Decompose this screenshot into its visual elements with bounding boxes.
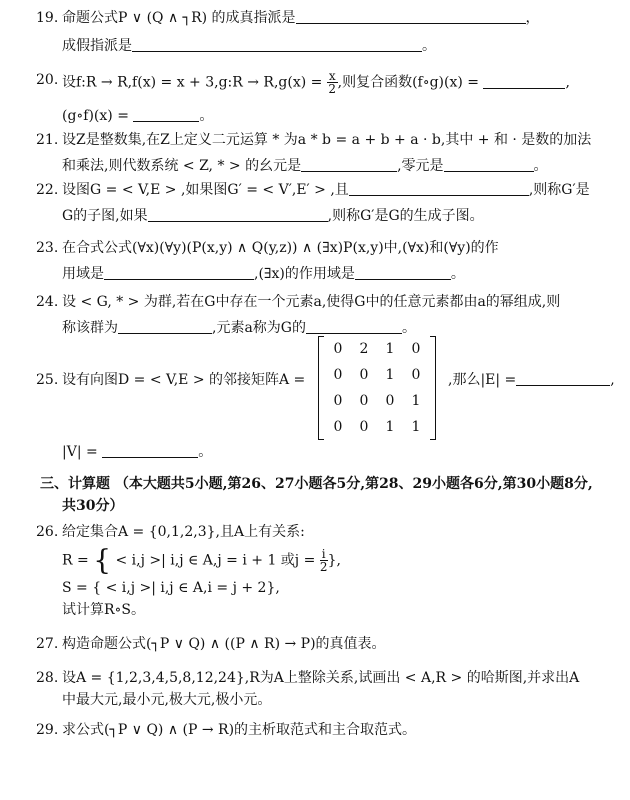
q19-blank1[interactable]: [296, 9, 526, 24]
q20-fraction: $\frac{x}{2}$: [328, 69, 337, 96]
q21-number: 21.: [36, 132, 59, 148]
q26-relation-s: S = { < i,j >| i,j ∈ A,i = j + 2},: [62, 580, 280, 596]
q20-text: 设f:R → R,f(x) = x + 3,g:R → R,g(x) =: [62, 74, 323, 91]
q22-blank2[interactable]: [148, 207, 328, 222]
matrix-cell: 0: [359, 367, 369, 383]
q23-line2: 用域是 ,(∃x)的作用域是 。: [62, 266, 465, 282]
matrix-cell: 0: [333, 367, 343, 383]
q25-blank2[interactable]: [102, 443, 198, 458]
q21-blank1[interactable]: [301, 157, 397, 172]
q21-line2: 和乘法,则代数系统 < Z, * > 的幺元是 ,零元是 。: [62, 158, 548, 174]
q22-blank1[interactable]: [349, 181, 529, 196]
q19-number: 19.: [36, 10, 59, 26]
q20-blank1[interactable]: [483, 74, 565, 89]
matrix-cell: 0: [359, 393, 369, 409]
matrix-cell: 2: [359, 341, 369, 357]
q19-text: 命题公式P ∨ (Q ∧ ┐R) 的成真指派是: [62, 10, 296, 26]
q24-blank2[interactable]: [306, 319, 402, 334]
q23-number: 23.: [36, 240, 59, 256]
q19-text2: 成假指派是: [62, 38, 132, 54]
q21-blank2[interactable]: [444, 157, 534, 172]
q20-number: 20.: [36, 72, 59, 88]
q23-blank2[interactable]: [355, 265, 451, 280]
q29-number: 29.: [36, 722, 59, 738]
section-heading: 三、计算题 （本大题共5小题,第26、27小题各5分,第28、29小题各6分,第30小题8分,: [40, 476, 593, 492]
q25-number: 25.: [36, 372, 59, 388]
section-heading-2: 共30分）: [62, 498, 124, 514]
q25-blank1[interactable]: [516, 371, 610, 386]
q24-line2: 称该群为 ,元素a称为G的 。: [62, 320, 416, 336]
matrix-cell: 1: [385, 419, 395, 435]
matrix-cell: 0: [411, 341, 421, 357]
q26-task: 试计算R∘S。: [62, 602, 145, 618]
q27-number: 27.: [36, 636, 59, 652]
q24-number: 24.: [36, 294, 59, 310]
q22-line2: G的子图,如果 ,则称G′是G的生成子图。: [62, 208, 484, 224]
q22-number: 22.: [36, 182, 59, 198]
matrix-cell: 0: [333, 393, 343, 409]
q20-blank2[interactable]: [133, 107, 199, 122]
q28-number: 28.: [36, 670, 59, 686]
matrix-cell: 0: [333, 419, 343, 435]
q24-blank1[interactable]: [118, 319, 212, 334]
q26-number: 26.: [36, 524, 59, 540]
q19-blank2[interactable]: [132, 37, 422, 52]
matrix-cell: 0: [411, 367, 421, 383]
matrix-cell: 0: [333, 341, 343, 357]
q28-line2: 中最大元,最小元,极大元,极小元。: [62, 692, 272, 708]
exam-page: 19. 命题公式P ∨ (Q ∧ ┐R) 的成真指派是 ， 成假指派是 。 20. 设f:R → R,f(x) = x + 3,g:R → R,g(x) = $\frac{x}{2}$ ,则复合函数(f∘g)(x) = , (g∘f)(x) = 。 21. 设Z是整数集,在Z上定义二元运算 * 为a * b = a + b + a · b,其中 + 和 · 是数的加法 和乘法,则代数系统 < Z, * > 的幺元是 ,零元是 。 22. 设图G = < V,E > ,如果图G′ = < V′,E′ > ,且 ,则称G′是 G的子图,如果 ,则称G′是G的生成子图。 23. 在合式公式(∀x)(∀y)(P(x,y) ∧ Q(y,z)) ∧ (∃x)P(x,y)中,(∀x)和(∀y)的作 用域是 ,(∃x)的作用域是 。 24. 设 < G, * > 为群,若在G中存在一个元素a,使得G中的任意元素都由a的幂组成,则 称该群为 ,元素a称为G的 。 25. 设有向图D = < V,E > 的邻接矩阵A = 0 2 1 0 0 0 1 0 0 0 0 1 0 0 1 1 ,那么|E| = , |V| = 。 三、计算题 （本大题共5小题,第26、27小题各5分,第28、29小题各6分,第30小题8分, 共30分） 26. 给定集合A = {0,1,2,3},且A上有关系: R = { < i,j >| i,j ∈ A,j = i + 1 或j = $\frac{i}{2}$ }, S = { < i,j >| i,j ∈ A,i = j + 2}, 试计算R∘S。 27. 构造命题公式(┐P ∨ Q) ∧ ((P ∧ R) → P)的真值表。 28. 设A = {1,2,3,4,5,8,12,24},R为A上整除关系,试画出 < A,R > 的哈斯图,并求出A 中最大元,最小元,极大元,极小元。 29. 求公式(┐P ∨ Q) ∧ (P → R)的主析取范式和主合取范式。: [36, 10, 615, 738]
matrix-cell: 1: [411, 393, 421, 409]
q25-line2: |V| = 。: [62, 444, 213, 460]
adjacency-matrix: [315, 336, 439, 440]
matrix-cell: 1: [385, 367, 395, 383]
q19-line2: 成假指派是 。: [62, 38, 436, 54]
matrix-cell: 0: [359, 419, 369, 435]
matrix-cell: 1: [385, 341, 395, 357]
q20-line2: (g∘f)(x) = 。: [62, 108, 214, 124]
q23-blank1[interactable]: [104, 265, 254, 280]
q26-relation-r: R = { < i,j >| i,j ∈ A,j = i + 1 或j = $\frac{i}{2}$ },: [62, 543, 341, 577]
matrix-cell: 1: [411, 419, 421, 435]
matrix-cell: 0: [385, 393, 395, 409]
